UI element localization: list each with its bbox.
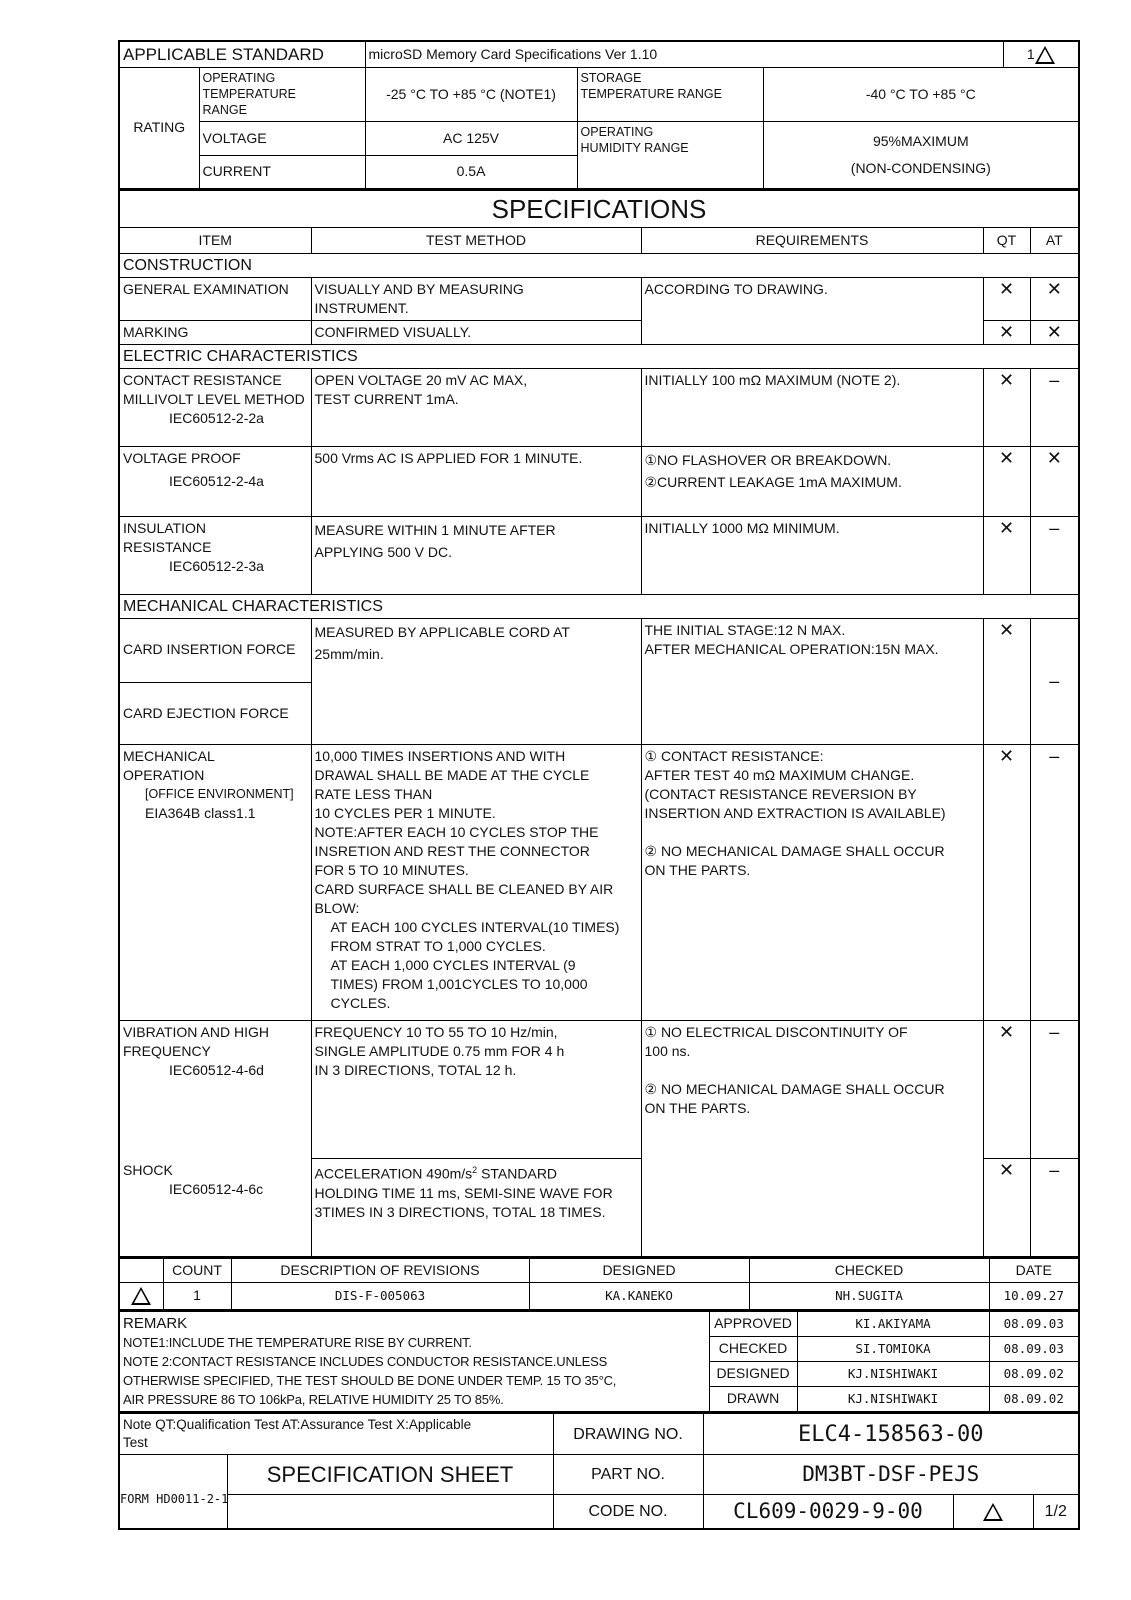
vibration-at-mark: – [1030, 1021, 1079, 1159]
marking-item: MARKING [119, 321, 311, 345]
marking-qt-mark: ✕ [983, 321, 1030, 345]
approval-name: KJ.NISHIWAKI [797, 1386, 989, 1412]
insertion-requirement: THE INITIAL STAGE:12 N MAX. AFTER MECHANICAL OPERATION:15N MAX. [641, 619, 983, 745]
voltage-proof-requirement: ①NO FLASHOVER OR BREAKDOWN. ②CURRENT LEAKAGE 1mA MAXIMUM. [641, 447, 983, 517]
rev-col-count: COUNT [163, 1258, 231, 1282]
mechanical-operation-requirement [641, 745, 983, 1021]
current-label: CURRENT [199, 155, 365, 189]
voltage-qt-mark: ✕ [983, 447, 1030, 517]
revision-triangle-icon [983, 1503, 1003, 1521]
approval-name: SI.TOMIOKA [797, 1336, 989, 1361]
mechanical-operation-req-2: ② NO MECHANICAL DAMAGE SHALL OCCUR ON THE PARTS. [644, 843, 945, 878]
shock-standard: IEC60512-4-6c [169, 1180, 264, 1197]
col-qt: QT [983, 228, 1030, 254]
remark-table [118, 1311, 1080, 1413]
rev-designed: KA.KANEKO [529, 1282, 749, 1310]
insulation-resistance-name: INSULATION RESISTANCE [123, 520, 212, 555]
mechanical-at-mark: – [1030, 745, 1079, 1021]
mechanical-operation-test-sub: AT EACH 100 CYCLES INTERVAL(10 TIMES) FROM STRAT TO 1,000 CYCLES. AT EACH 1,000 CYCLES INTERVAL (9 TIMES) FROM 1,001CYCLES TO 10,000 CYCLES. [330, 919, 620, 1011]
insulation-qt-mark: ✕ [983, 517, 1030, 595]
vibration-test: FREQUENCY 10 TO 55 TO 10 Hz/min, SINGLE AMPLITUDE 0.75 mm FOR 4 h IN 3 DIRECTIONS, TOTAL 12 h. [311, 1021, 641, 1159]
rev-date: 10.09.27 [989, 1282, 1079, 1310]
shock-qt-mark: ✕ [983, 1159, 1030, 1257]
shock-name: SHOCK [123, 1161, 173, 1178]
storage-temp-value: -40 °C TO +85 °C [763, 67, 1079, 121]
approval-date: 08.09.02 [989, 1386, 1079, 1412]
rev-col-designed: DESIGNED [529, 1258, 749, 1282]
rev-count: 1 [163, 1282, 231, 1310]
mechanical-operation-name: MECHANICAL OPERATION [123, 748, 215, 783]
contact-resistance-test: OPEN VOLTAGE 20 mV AC MAX, TEST CURRENT 1mA. [311, 369, 641, 447]
vibration-name: VIBRATION AND HIGH FREQUENCY [123, 1024, 269, 1059]
storage-temp-label: STORAGE TEMPERATURE RANGE [577, 67, 763, 121]
approval-role: DRAWN [709, 1386, 797, 1412]
sheet-title: SPECIFICATION SHEET [227, 1455, 553, 1495]
specifications-title: SPECIFICATIONS [119, 191, 1079, 228]
mechanical-operation-item [119, 745, 311, 1021]
note-legend: Note QT:Qualification Test AT:Assurance Test X:Applicable Test [119, 1414, 553, 1455]
shock-test-exponent: 2 [472, 1165, 478, 1175]
approval-date: 08.09.03 [989, 1336, 1079, 1361]
vibration-standard: IEC60512-4-6d [169, 1062, 264, 1078]
mechanical-operation-test-main: 10,000 TIMES INSERTIONS AND WITH DRAWAL SHALL BE MADE AT THE CYCLE RATE LESS THAN 10 CYCLES PER 1 MINUTE. NOTE:AFTER EACH 10 CYCLES STOP THE INSRETION AND REST THE CONNECTOR FOR 5 TO 10 MINUTES. CARD SURFACE SHALL BE CLEANED BY AIR BLOW: [314, 748, 614, 916]
applicable-standard-label: APPLICABLE STANDARD [119, 41, 365, 67]
mechanical-qt-mark: ✕ [983, 745, 1030, 1021]
voltage-proof-name: VOLTAGE PROOF [123, 450, 241, 466]
code-revision-marker [953, 1495, 1033, 1529]
col-test-method: TEST METHOD [311, 228, 641, 254]
card-ejection-force: CARD EJECTION FORCE [123, 705, 289, 721]
col-requirements: REQUIREMENTS [641, 228, 983, 254]
rev-description: DIS-F-005063 [231, 1282, 529, 1310]
section-mechanical: MECHANICAL CHARACTERISTICS [119, 595, 1079, 619]
general-examination-test: VISUALLY AND BY MEASURING INSTRUMENT. [311, 278, 641, 321]
voltage-value: AC 125V [365, 121, 577, 155]
humidity-label: OPERATING HUMIDITY RANGE [577, 121, 763, 189]
insertion-at-mark: – [1030, 619, 1079, 745]
title-block [118, 1413, 1080, 1530]
revision-number: 1 [1026, 45, 1035, 62]
revision-triangle-icon [131, 1287, 151, 1305]
col-item: ITEM [119, 228, 311, 254]
insulation-resistance-standard: IEC60512-2-3a [169, 558, 264, 574]
contact-resistance-standard: IEC60512-2-2a [169, 410, 264, 426]
approval-name: KJ.NISHIWAKI [797, 1361, 989, 1386]
page-number: 1/2 [1033, 1495, 1079, 1529]
op-temp-label: OPERATING TEMPERATURE RANGE [199, 67, 365, 121]
rev-checked: NH.SUGITA [749, 1282, 989, 1310]
remark-title: REMARK [123, 1315, 188, 1332]
contact-resistance-requirement: INITIALLY 100 mΩ MAXIMUM (NOTE 2). [641, 369, 983, 447]
insertion-test: MEASURED BY APPLICABLE CORD AT 25mm/min. [311, 619, 641, 745]
col-at: AT [1030, 228, 1079, 254]
op-temp-value: -25 °C TO +85 °C (NOTE1) [365, 67, 577, 121]
shock-test [311, 1159, 641, 1257]
insulation-resistance-requirement: INITIALLY 1000 MΩ MINIMUM. [641, 517, 983, 595]
mechanical-operation-env: [OFFICE ENVIRONMENT] [145, 787, 294, 801]
approval-name: KI.AKIYAMA [797, 1312, 989, 1337]
approval-role: DESIGNED [709, 1361, 797, 1386]
general-at-mark: ✕ [1030, 278, 1079, 321]
shock-test-accel: ACCELERATION 490m/s [314, 1165, 473, 1182]
approval-role: APPROVED [709, 1312, 797, 1337]
specification-sheet [118, 40, 1078, 1530]
shock-test-rest: STANDARD HOLDING TIME 11 ms, SEMI-SINE WAVE FOR 3TIMES IN 3 DIRECTIONS, TOTAL 18 TIMES. [314, 1165, 613, 1220]
remark-block [119, 1312, 709, 1413]
approval-date: 08.09.03 [989, 1312, 1079, 1337]
revision-marker [1003, 41, 1079, 67]
rev-col-date: DATE [989, 1258, 1079, 1282]
vibration-item [119, 1021, 311, 1159]
general-examination-requirement: ACCORDING TO DRAWING. [641, 278, 983, 345]
contact-qt-mark: ✕ [983, 369, 1030, 447]
revision-triangle-icon [1035, 46, 1055, 64]
revision-row-marker [119, 1282, 163, 1310]
voltage-proof-item [119, 447, 311, 517]
rating-label: RATING [119, 67, 199, 189]
card-insertion-force: CARD INSERTION FORCE [120, 638, 311, 683]
contact-resistance-item [119, 369, 311, 447]
specifications-table [118, 190, 1080, 1258]
marking-test: CONFIRMED VISUALLY. [311, 321, 641, 345]
contact-at-mark: – [1030, 369, 1079, 447]
contact-resistance-name: CONTACT RESISTANCE MILLIVOLT LEVEL METHOD [123, 372, 305, 407]
form-number: FORM HD0011-2-1 [120, 1492, 229, 1506]
approval-date: 08.09.02 [989, 1361, 1079, 1386]
current-value: 0.5A [365, 155, 577, 189]
voltage-label: VOLTAGE [199, 121, 365, 155]
voltage-proof-test: 500 Vrms AC IS APPLIED FOR 1 MINUTE. [311, 447, 641, 517]
mechanical-operation-req-1: ① CONTACT RESISTANCE: AFTER TEST 40 mΩ MAXIMUM CHANGE. (CONTACT RESISTANCE REVERSION BY INSERTION AND EXTRACTION IS AVAILABLE) [644, 748, 946, 821]
voltage-proof-standard: IEC60512-2-4a [169, 473, 264, 489]
rev-col-checked: CHECKED [749, 1258, 989, 1282]
code-no-label: CODE NO. [553, 1495, 703, 1529]
approval-role: CHECKED [709, 1336, 797, 1361]
part-no-label: PART NO. [553, 1455, 703, 1495]
drawing-no-label: DRAWING NO. [553, 1414, 703, 1455]
general-qt-mark: ✕ [983, 278, 1030, 321]
insertion-ejection-item [119, 619, 311, 745]
revisions-table [118, 1258, 1080, 1312]
vibration-shock-requirement [641, 1021, 983, 1257]
rating-table [118, 40, 1080, 190]
insertion-qt-mark: ✕ [983, 619, 1030, 745]
rev-col-description: DESCRIPTION OF REVISIONS [231, 1258, 529, 1282]
section-electric: ELECTRIC CHARACTERISTICS [119, 345, 1079, 369]
general-examination-item: GENERAL EXAMINATION [119, 278, 311, 321]
drawing-no-value: ELC4-158563-00 [703, 1414, 1079, 1455]
vibration-req-1: ① NO ELECTRICAL DISCONTINUITY OF 100 ns. [644, 1024, 908, 1059]
applicable-standard-value: microSD Memory Card Specifications Ver 1.10 [365, 41, 1003, 67]
section-construction: CONSTRUCTION [119, 254, 1079, 278]
humidity-value: 95%MAXIMUM (NON-CONDENSING) [763, 121, 1079, 189]
marking-at-mark: ✕ [1030, 321, 1079, 345]
shock-at-mark: – [1030, 1159, 1079, 1257]
part-no-value: DM3BT-DSF-PEJS [703, 1455, 1079, 1495]
vibration-req-2: ② NO MECHANICAL DAMAGE SHALL OCCUR ON THE PARTS. [644, 1081, 945, 1116]
code-no-value: CL609-0029-9-00 [703, 1495, 953, 1529]
insulation-resistance-test: MEASURE WITHIN 1 MINUTE AFTER APPLYING 500 V DC. [311, 517, 641, 595]
remark-text: NOTE1:INCLUDE THE TEMPERATURE RISE BY CURRENT. NOTE 2:CONTACT RESISTANCE INCLUDES CONDUCTOR RESISTANCE.UNLESS OTHERWISE SPECIFIED, THE TEST SHOULD BE DONE UNDER TEMP. 15 TO 35°C, AIR PRESSURE 86 TO 106kPa, RELATIVE HUMIDITY 25 TO 85%. [123, 1335, 617, 1407]
mechanical-operation-test [311, 745, 641, 1021]
insulation-resistance-item [119, 517, 311, 595]
voltage-at-mark: ✕ [1030, 447, 1079, 517]
vibration-qt-mark: ✕ [983, 1021, 1030, 1159]
mechanical-operation-standard: EIA364B class1.1 [145, 805, 256, 821]
shock-item [119, 1159, 311, 1257]
insulation-at-mark: – [1030, 517, 1079, 595]
